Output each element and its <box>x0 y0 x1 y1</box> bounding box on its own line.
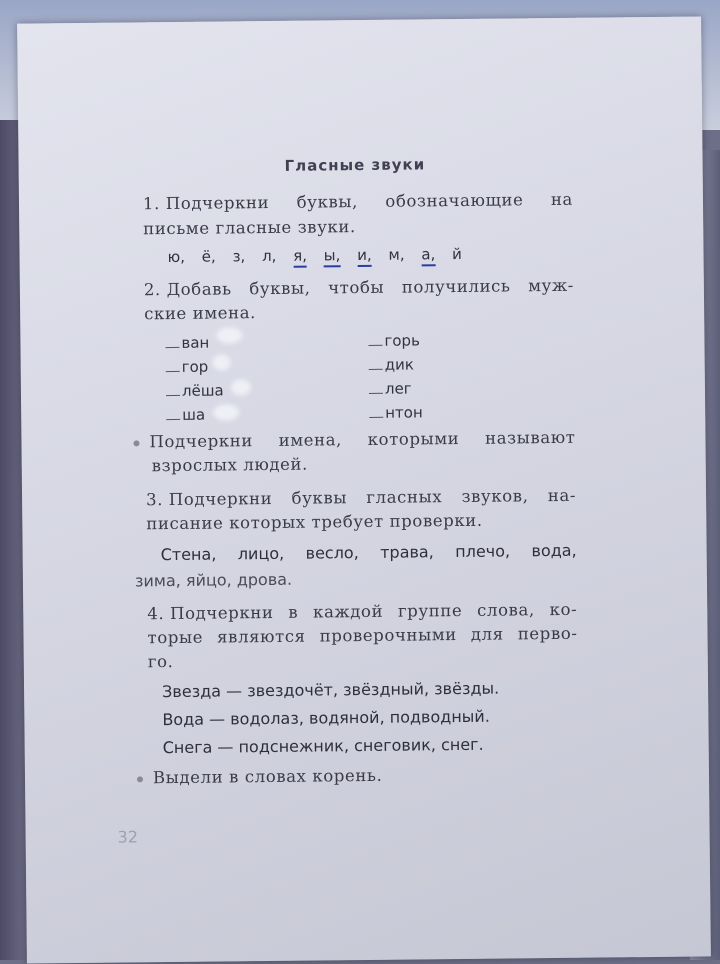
task4-word: 4. Подчеркни <box>147 602 274 624</box>
task4-group-1: Звезда — звездочёт, звёздный, звёзды. <box>162 678 500 702</box>
page-title: Гласные звуки <box>284 155 426 175</box>
letter-underlined: ы, <box>324 246 341 267</box>
task3-example-word: лицо, <box>237 543 285 564</box>
task4-word: группе <box>397 600 463 621</box>
task3-words-line2: зима, яйцо, дрова. <box>134 569 293 591</box>
erased-smudge <box>216 327 242 343</box>
bullet-word: имена, <box>278 430 343 450</box>
letter: м, <box>388 245 405 264</box>
letter: ё, <box>201 247 216 266</box>
task1-word: 1. Подчеркни <box>142 192 270 214</box>
task4-bullet: Выдели в словах корень. <box>137 766 383 788</box>
letter-underlined: я, <box>293 247 307 268</box>
task4-line3: го. <box>147 652 174 672</box>
task1-word: обозначающие <box>385 190 524 211</box>
task2-word: 2. Добавь <box>143 279 232 300</box>
task1-word: на <box>550 189 574 210</box>
workbook-page <box>17 16 711 963</box>
task4-word: в <box>288 602 299 622</box>
task3-example-word: плечо, <box>455 541 511 562</box>
task3-example-word: весло, <box>305 543 359 563</box>
task2-word: буквы, <box>249 278 311 299</box>
letter-underlined: а, <box>421 245 435 266</box>
task1-word: буквы, <box>296 192 359 212</box>
task3-word: гласных <box>366 487 443 507</box>
name-right-2: дик <box>369 355 414 373</box>
task4-group-2: Вода — водолаз, водяной, подводный. <box>162 706 490 730</box>
task4-word: слова, <box>477 600 535 620</box>
task3-example-word: Стена, <box>160 544 217 565</box>
task2-bullet-line1: Подчеркни имена, которыми называют <box>133 428 575 452</box>
task4-word: являются <box>217 626 306 647</box>
task2-word: получились <box>401 276 511 297</box>
name-left-4: ша <box>166 406 205 424</box>
task2-bullet-line2: взрослых людей. <box>151 454 309 476</box>
task2-line2: ские имена. <box>144 303 257 324</box>
bullet-icon <box>137 776 143 782</box>
task2-word: чтобы <box>328 277 385 298</box>
task3-word: звуков, <box>461 486 529 506</box>
task1-letters <box>167 245 473 266</box>
page-number: 32 <box>117 827 139 847</box>
letter: й <box>452 244 462 264</box>
bullet-word: которыми <box>367 428 460 449</box>
name-left-3: лёша <box>166 381 224 400</box>
task4-group-3: Снега — подснежник, снеговик, снег. <box>162 734 484 758</box>
name-left-2: гор <box>166 358 209 376</box>
letter-underlined: и, <box>357 246 372 267</box>
task3-example-word: трава, <box>380 542 434 562</box>
erased-smudge <box>213 404 239 420</box>
erased-smudge <box>213 354 231 370</box>
task3-example-word: вода, <box>531 540 577 561</box>
task4-word: для <box>470 624 504 644</box>
task3-word: 3. Подчеркни <box>145 488 273 510</box>
name-right-3: лег <box>369 379 412 397</box>
task4-word: каждой <box>313 601 384 622</box>
name-right-4: нтон <box>369 403 423 422</box>
task4-word: перво- <box>517 623 578 644</box>
task4-word: проверочными <box>319 625 457 646</box>
letter: з, <box>232 247 246 266</box>
task3-word: буквы <box>291 488 348 508</box>
bullet-icon <box>133 440 139 446</box>
name-right-1: горь <box>368 331 420 350</box>
task3-line1 <box>146 486 576 510</box>
task4-line1 <box>147 600 577 624</box>
task4-word: торые <box>147 627 204 648</box>
task3-word: на- <box>547 485 577 506</box>
erased-smudge <box>231 379 251 395</box>
task4-word: ко- <box>549 599 578 620</box>
letter: л, <box>261 246 277 266</box>
task4-line2 <box>147 624 577 648</box>
task2-word: муж- <box>528 275 574 296</box>
name-left-1: ван <box>165 334 209 352</box>
task3-words-line1 <box>161 541 577 564</box>
task3-line2: писание которых требует проверки. <box>146 510 483 534</box>
task1-line2: письме гласные звуки. <box>143 217 356 239</box>
bullet-word: называют <box>484 427 576 448</box>
task2-line1 <box>144 276 574 300</box>
letter: ю, <box>167 247 186 267</box>
task1-line1 <box>143 190 573 214</box>
